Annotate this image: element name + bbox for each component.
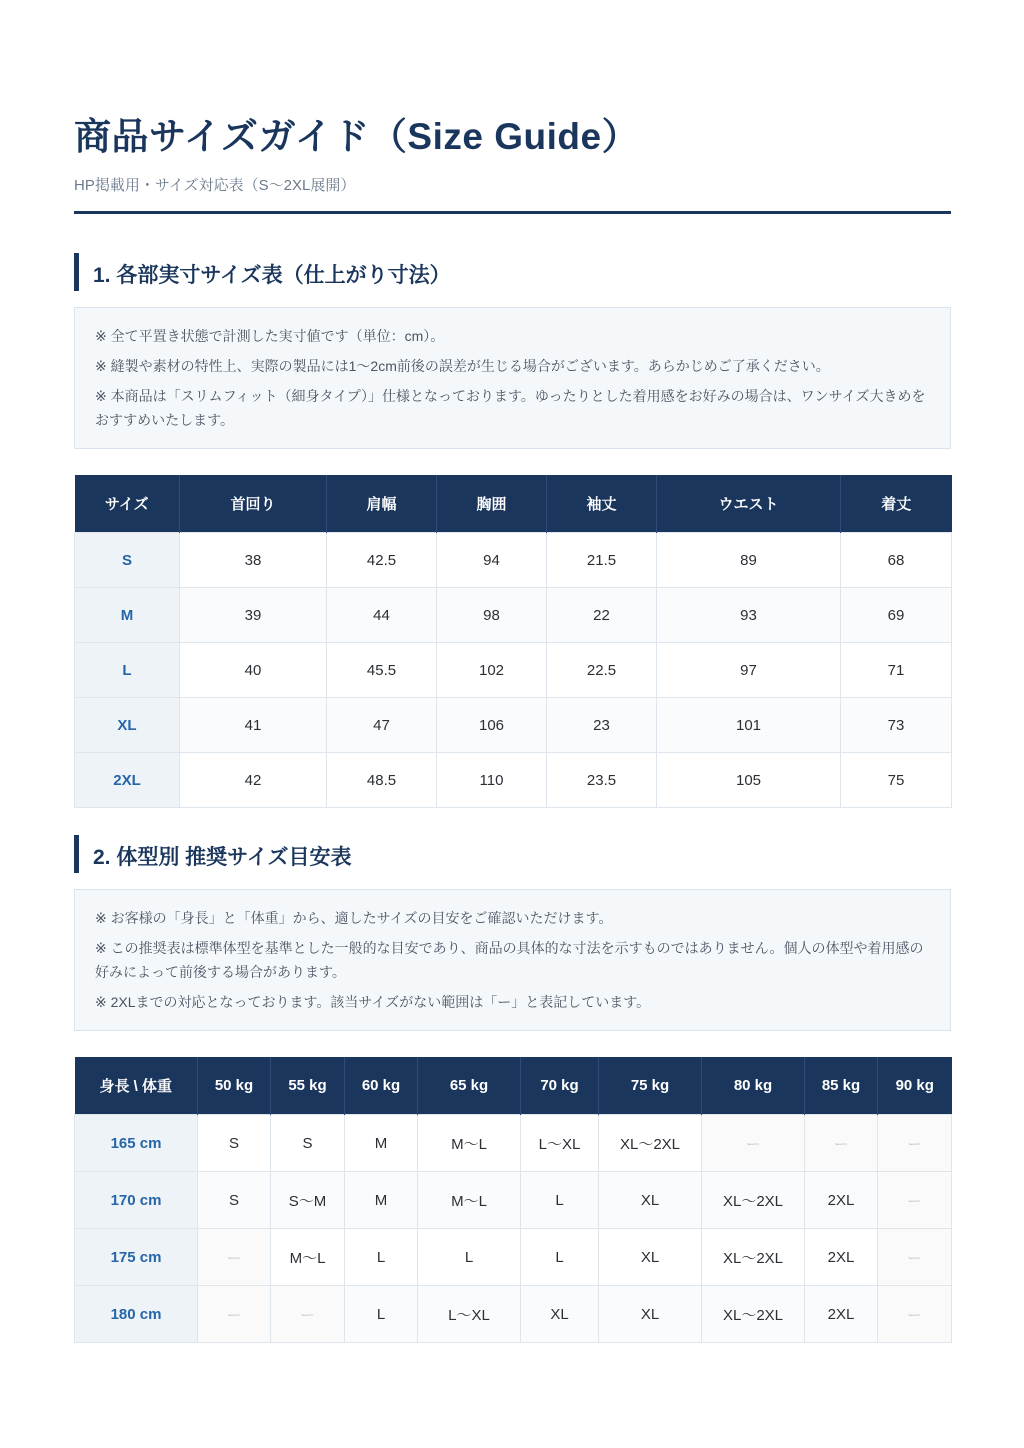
table-cell: XL xyxy=(599,1286,702,1343)
rec-table-header: 75 kg xyxy=(599,1057,702,1115)
table-cell: 39 xyxy=(180,588,327,643)
row-label: XL xyxy=(75,698,180,753)
table-cell: M xyxy=(345,1172,418,1229)
size-table-row xyxy=(75,588,952,643)
table-cell: 73 xyxy=(841,698,952,753)
size-table-header: 袖丈 xyxy=(547,475,657,533)
table-cell: 48.5 xyxy=(327,753,437,808)
table-cell: 42.5 xyxy=(327,533,437,588)
table-cell: XL〜2XL xyxy=(702,1172,805,1229)
rec-table-header: 60 kg xyxy=(345,1057,418,1115)
section2-note: ※ この推奨表は標準体型を基準とした一般的な目安であり、商品の具体的な寸法を示すものではありません。個人の体型や着用感の好みによって前後する場合があります。 xyxy=(95,940,924,980)
size-table-row xyxy=(75,533,952,588)
page-title: 商品サイズガイド（Size Guide） xyxy=(74,116,640,157)
table-cell: M〜L xyxy=(418,1172,521,1229)
table-cell: M〜L xyxy=(271,1229,345,1286)
table-cell: 47 xyxy=(327,698,437,753)
rec-table-header: 身長 \ 体重 xyxy=(75,1057,198,1115)
table-cell: 2XL xyxy=(805,1229,878,1286)
table-cell: M xyxy=(345,1115,418,1172)
table-cell: 98 xyxy=(437,588,547,643)
table-cell: ー xyxy=(271,1286,345,1343)
rec-table-row xyxy=(75,1229,952,1286)
table-cell: L xyxy=(521,1172,599,1229)
table-cell: 97 xyxy=(657,643,841,698)
table-cell: ー xyxy=(878,1286,952,1343)
size-table-header-row xyxy=(75,475,952,533)
table-cell: 38 xyxy=(180,533,327,588)
table-cell: L xyxy=(345,1286,418,1343)
row-label: S xyxy=(75,533,180,588)
rec-table-row xyxy=(75,1172,952,1229)
table-cell: XL〜2XL xyxy=(702,1286,805,1343)
section2-note: ※ お客様の「身長」と「体重」から、適したサイズの目安をご確認いただけます。 xyxy=(95,910,613,926)
rec-table-header: 85 kg xyxy=(805,1057,878,1115)
table-cell: S〜M xyxy=(271,1172,345,1229)
table-cell: ー xyxy=(805,1115,878,1172)
table-cell: S xyxy=(198,1115,271,1172)
section1-note: ※ 縫製や素材の特性上、実際の製品には1〜2cm前後の誤差が生じる場合がございます。あらかじめご了承ください。 xyxy=(95,358,830,374)
size-table-row xyxy=(75,643,952,698)
row-label: L xyxy=(75,643,180,698)
table-cell: 44 xyxy=(327,588,437,643)
section1-heading-text: 1. 各部実寸サイズ表（仕上がり寸法） xyxy=(93,264,451,287)
table-cell: 23 xyxy=(547,698,657,753)
row-label: 180 cm xyxy=(75,1286,198,1343)
table-cell: 110 xyxy=(437,753,547,808)
table-cell: 23.5 xyxy=(547,753,657,808)
table-cell: 93 xyxy=(657,588,841,643)
table-cell: 75 xyxy=(841,753,952,808)
section2-notes xyxy=(74,889,951,1031)
size-table-header: 胸囲 xyxy=(437,475,547,533)
table-cell: 89 xyxy=(657,533,841,588)
rec-table-header: 65 kg xyxy=(418,1057,521,1115)
table-cell: ー xyxy=(198,1229,271,1286)
rec-table-header: 50 kg xyxy=(198,1057,271,1115)
section1-note: ※ 全て平置き状態で計測した実寸値です（単位：cm）。 xyxy=(95,328,445,344)
table-cell: S xyxy=(198,1172,271,1229)
table-cell: 71 xyxy=(841,643,952,698)
table-cell: XL xyxy=(599,1172,702,1229)
section2-heading xyxy=(74,835,956,873)
table-cell: 45.5 xyxy=(327,643,437,698)
table-cell: 41 xyxy=(180,698,327,753)
page-subtitle: HP掲載用・サイズ対応表（S〜2XL展開） xyxy=(74,177,356,194)
table-cell: 105 xyxy=(657,753,841,808)
table-cell: XL〜2XL xyxy=(599,1115,702,1172)
table-cell: 2XL xyxy=(805,1286,878,1343)
rec-table-header: 80 kg xyxy=(702,1057,805,1115)
table-cell: L〜XL xyxy=(521,1115,599,1172)
table-cell: ー xyxy=(702,1115,805,1172)
section1-heading xyxy=(74,253,956,291)
size-table-header: 首回り xyxy=(180,475,327,533)
size-table-header: 肩幅 xyxy=(327,475,437,533)
table-cell: M〜L xyxy=(418,1115,521,1172)
table-cell: ー xyxy=(198,1286,271,1343)
table-cell: ー xyxy=(878,1172,952,1229)
table-cell: 102 xyxy=(437,643,547,698)
table-cell: L〜XL xyxy=(418,1286,521,1343)
section2-note: ※ 2XLまでの対応となっております。該当サイズがない範囲は「ー」と表記しています。 xyxy=(95,994,651,1010)
section2-heading-text: 2. 体型別 推奨サイズ目安表 xyxy=(93,846,352,869)
table-cell: XL xyxy=(599,1229,702,1286)
size-table-row xyxy=(75,753,952,808)
table-cell: L xyxy=(418,1229,521,1286)
recommended-size-table xyxy=(74,1057,952,1343)
size-table-header: ウエスト xyxy=(657,475,841,533)
rec-table-header: 55 kg xyxy=(271,1057,345,1115)
size-measurement-table xyxy=(74,475,952,808)
size-table-header: サイズ xyxy=(75,475,180,533)
table-cell: 94 xyxy=(437,533,547,588)
row-label: 175 cm xyxy=(75,1229,198,1286)
table-cell: ー xyxy=(878,1115,952,1172)
table-cell: 68 xyxy=(841,533,952,588)
row-label: 165 cm xyxy=(75,1115,198,1172)
table-cell: 22.5 xyxy=(547,643,657,698)
row-label: M xyxy=(75,588,180,643)
table-cell: L xyxy=(345,1229,418,1286)
row-label: 2XL xyxy=(75,753,180,808)
table-cell: 106 xyxy=(437,698,547,753)
title-divider xyxy=(74,211,951,214)
rec-table-header: 70 kg xyxy=(521,1057,599,1115)
table-cell: 40 xyxy=(180,643,327,698)
table-cell: L xyxy=(521,1229,599,1286)
size-table-row xyxy=(75,698,952,753)
table-cell: 101 xyxy=(657,698,841,753)
rec-table-row xyxy=(75,1115,952,1172)
rec-table-row xyxy=(75,1286,952,1343)
table-cell: ー xyxy=(878,1229,952,1286)
size-table-body xyxy=(75,533,952,808)
table-cell: 21.5 xyxy=(547,533,657,588)
row-label: 170 cm xyxy=(75,1172,198,1229)
table-cell: S xyxy=(271,1115,345,1172)
rec-table-header: 90 kg xyxy=(878,1057,952,1115)
table-cell: XL xyxy=(521,1286,599,1343)
table-cell: 2XL xyxy=(805,1172,878,1229)
rec-table-header-row xyxy=(75,1057,952,1115)
rec-table-body xyxy=(75,1115,952,1343)
table-cell: 22 xyxy=(547,588,657,643)
section1-notes xyxy=(74,307,951,449)
size-table-header: 着丈 xyxy=(841,475,952,533)
table-cell: 69 xyxy=(841,588,952,643)
table-cell: XL〜2XL xyxy=(702,1229,805,1286)
section1-note: ※ 本商品は「スリムフィット（細身タイプ）」仕様となっております。ゆったりとした着用感をお好みの場合は、ワンサイズ大きめをおすすめいたします。 xyxy=(95,388,926,428)
table-cell: 42 xyxy=(180,753,327,808)
